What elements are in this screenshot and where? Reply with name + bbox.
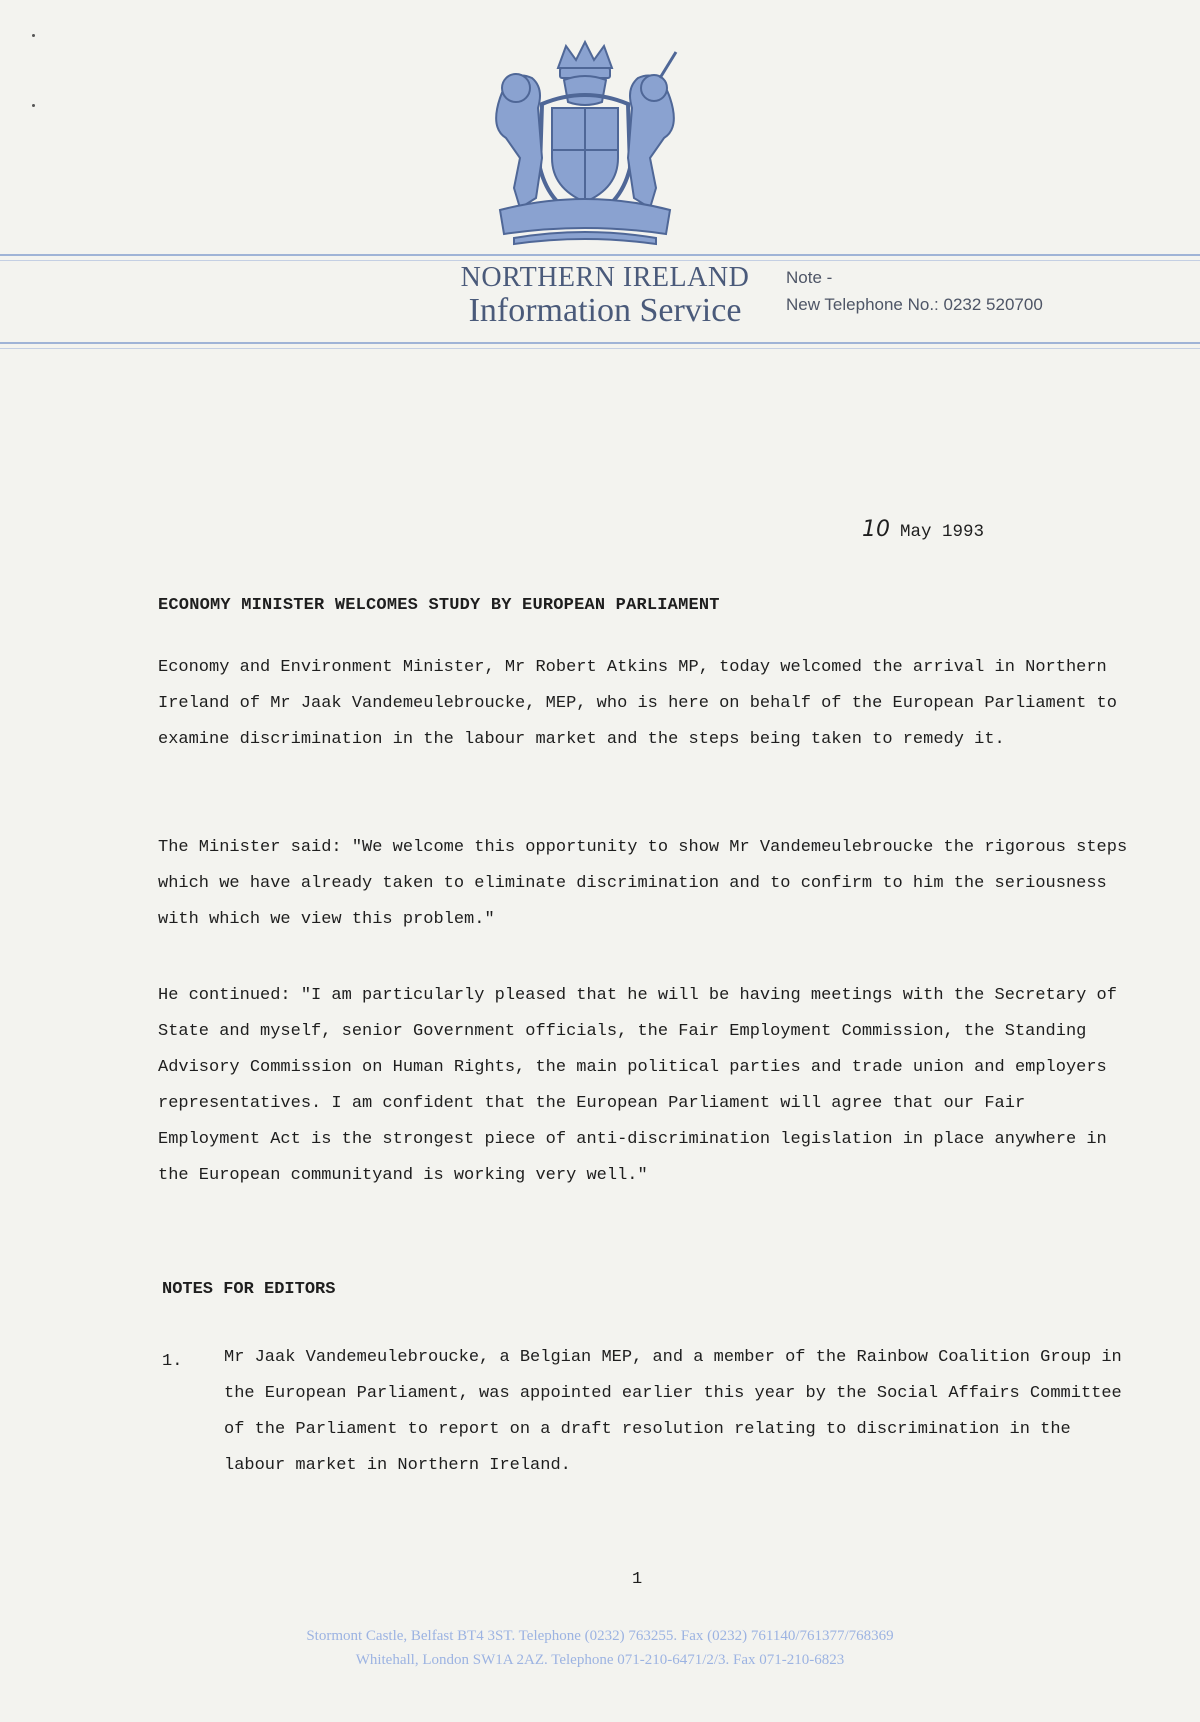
footer-address-whitehall: Whitehall, London SW1A 2AZ. Telephone 071-210-6471/2/3. Fax 071-210-6823: [355, 1652, 845, 1668]
telephone-note-label: Note -: [786, 268, 833, 287]
scan-speck: [32, 34, 35, 37]
page-number: 1: [632, 1570, 643, 1589]
body-paragraph-3: He continued: "I am particularly pleased that he will be having meetings with the Secretary of State and myself, senior Government officials, the Fair Employment Commission, the Standing Advisory Commission on Human Rights, the main political parties and trade union and employers representatives. I am confident that the European Parliament will agree that our Fair Employment Act is the strongest piece of anti-discrimination legislation in place anywhere in the European communityand is working very well.": [158, 986, 1117, 1185]
letterhead-rule-bottom: [0, 342, 1200, 344]
body-paragraph-2: The Minister said: "We welcome this opportunity to show Mr Vandemeulebroucke the rigorous steps which we have already taken to eliminate discrimination and to confirm to him the seriousness with which we view this problem.": [158, 838, 1128, 929]
letterhead-rule-top-thin: [0, 260, 1200, 261]
telephone-note-number: New Telephone No.: 0232 520700: [786, 295, 1043, 314]
release-date: [862, 517, 984, 542]
organisation-name-line2: Information Service: [468, 292, 742, 329]
body-paragraph-1: Economy and Environment Minister, Mr Robert Atkins MP, today welcomed the arrival in Northern Ireland of Mr Jaak Vandemeulebroucke, MEP, who is here on behalf of the European Parliament to examine discrimination in the labour market and the steps being taken to remedy it.: [158, 658, 1117, 749]
telephone-note: [786, 264, 1043, 318]
note-1-number: 1.: [162, 1352, 183, 1371]
royal-coat-of-arms-icon: [480, 38, 690, 248]
scan-speck: [32, 104, 35, 107]
note-1-text: Mr Jaak Vandemeulebroucke, a Belgian MEP, and a member of the Rainbow Coalition Group in the European Parliament, was appointed earlier this year by the Social Affairs Committee of the Parliament to report on a draft resolution relating to discrimination in the labour market in Northern Ireland.: [224, 1348, 1122, 1475]
organisation-name: [440, 264, 770, 328]
letterhead-rule-bottom-thin: [0, 348, 1200, 349]
release-date-day-handwritten: 10: [862, 517, 890, 542]
letterhead-rule-top: [0, 254, 1200, 256]
release-date-month-year: May 1993: [900, 522, 985, 542]
notes-for-editors-heading: NOTES FOR EDITORS: [162, 1280, 336, 1299]
organisation-name-line1: NORTHERN IRELAND: [460, 262, 750, 293]
release-headline: ECONOMY MINISTER WELCOMES STUDY BY EUROPEAN PARLIAMENT: [158, 596, 720, 615]
footer-address-stormont: Stormont Castle, Belfast BT4 3ST. Telephone (0232) 763255. Fax (0232) 761140/761377/768369: [306, 1628, 894, 1644]
